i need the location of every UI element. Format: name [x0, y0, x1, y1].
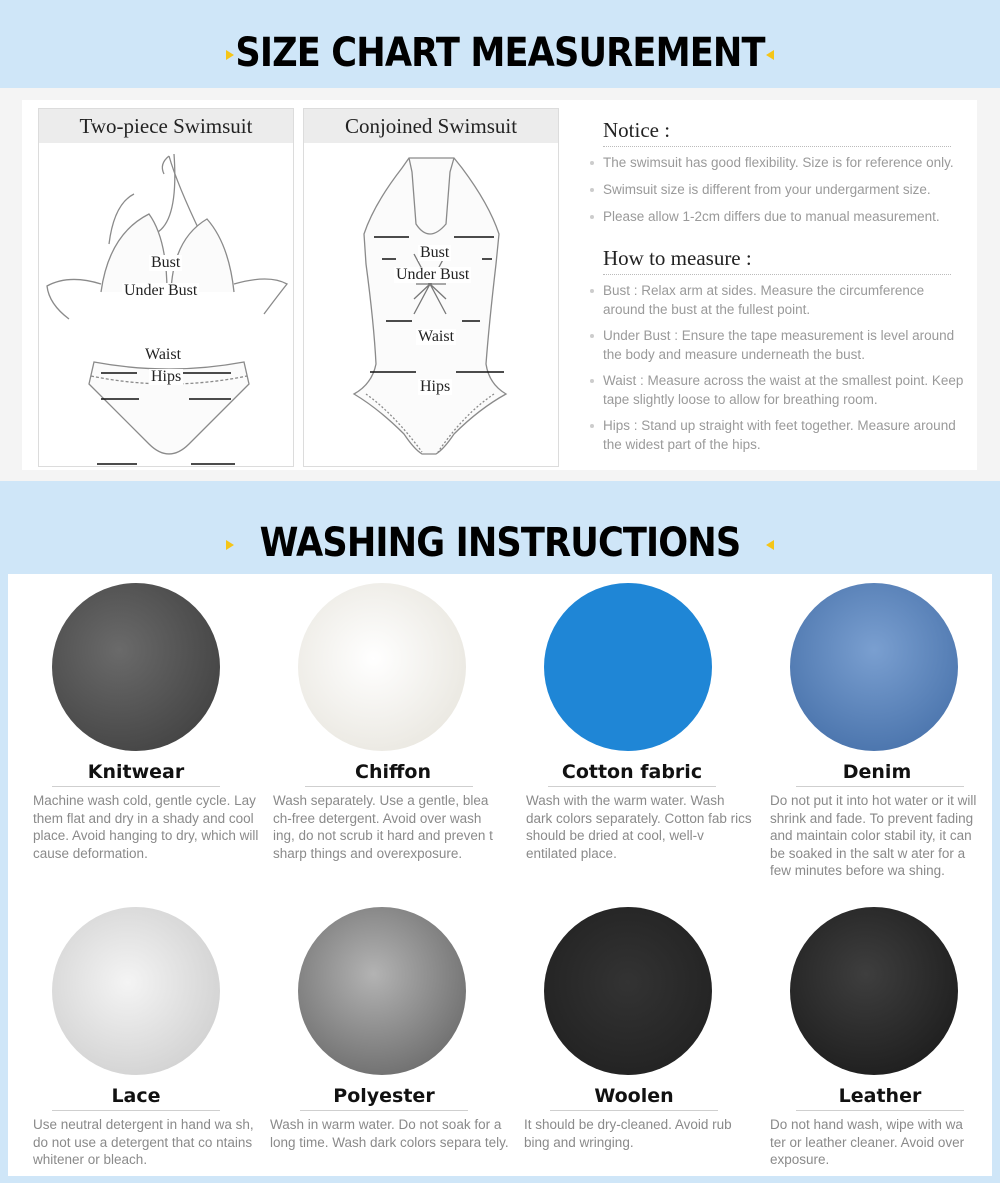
fabric-desc: It should be dry-cleaned. Avoid rub bing and wringing. [524, 1117, 732, 1150]
conjoined-waist-label: Waist [418, 328, 455, 345]
conjoined-bust-label: Bust [420, 244, 450, 261]
notice-item: Please allow 1-2cm differs due to manual measurement. [603, 207, 968, 226]
size-chart-title: SIZE CHART MEASUREMENT [235, 30, 765, 76]
washing-title: WASHING INSTRUCTIONS [259, 520, 741, 566]
divider [300, 1110, 468, 1111]
divider [550, 1110, 718, 1111]
how-to-list [603, 281, 968, 454]
fabric-desc: Wash separately. Use a gentle, blea ch-free detergent. Avoid over wash ing, do not scrub it hard and preven t sharp things and overexposure. [273, 793, 493, 861]
how-to-heading: How to measure : [603, 246, 951, 275]
conjoined-hips-label: Hips [420, 378, 451, 395]
woolen-swatch [544, 907, 712, 1075]
fabric-name: Chiffon [355, 761, 431, 783]
how-to-item: Bust : Relax arm at sides. Measure the circumference around the bust at the fullest point. [603, 281, 968, 319]
fabric-name: Cotton fabric [561, 761, 703, 783]
fabric-name: Lace [111, 1085, 161, 1107]
chiffon-swatch [298, 583, 466, 751]
fabric-name: Leather [838, 1085, 922, 1107]
denim-swatch [790, 583, 958, 751]
conjoined-box [303, 108, 559, 467]
cotton-swatch [544, 583, 712, 751]
divider [796, 786, 964, 787]
divider [305, 786, 473, 787]
divider [52, 1110, 220, 1111]
fabric-desc: Do not hand wash, wipe with wa ter or leather cleaner. Avoid over exposure. [770, 1117, 965, 1167]
size-header [0, 30, 1000, 76]
two-piece-waist-label: Waist [145, 346, 182, 363]
fabric-desc: Wash in warm water. Do not soak for a long time. Wash dark colors separa tely. [270, 1117, 509, 1150]
conjoined-under-bust-label: Under Bust [396, 266, 470, 283]
conjoined-title: Conjoined Swimsuit [304, 109, 558, 143]
two-piece-under-bust-label: Under Bust [124, 282, 198, 299]
two-piece-title: Two-piece Swimsuit [39, 109, 293, 143]
divider [52, 786, 220, 787]
lace-swatch [52, 907, 220, 1075]
fabric-name: Polyester [333, 1085, 435, 1107]
divider [548, 786, 716, 787]
notice-item: Swimsuit size is different from your undergarment size. [603, 180, 968, 199]
notice-item: The swimsuit has good flexibility. Size is for reference only. [603, 153, 968, 172]
notice-list [603, 153, 968, 226]
fabric-desc: Wash with the warm water. Wash dark colors separately. Cotton fab rics should be dried at cool, well-v entilated place. [526, 793, 752, 861]
how-to-item: Hips : Stand up straight with feet together. Measure around the widest part of the hips. [603, 416, 968, 454]
divider [796, 1110, 964, 1111]
fabric-name: Denim [842, 761, 912, 783]
conjoined-diagram [304, 144, 558, 466]
fabric-desc: Do not put it into hot water or it will shrink and fade. To prevent fading and maintain color stabil ity, it can be soaked in the salt w ater for a few minutes before wa shing. [770, 793, 977, 878]
leather-swatch [790, 907, 958, 1075]
two-piece-hips-label: Hips [151, 368, 182, 385]
polyester-swatch [298, 907, 466, 1075]
notice-block [603, 118, 968, 454]
notice-heading: Notice : [603, 118, 951, 147]
two-piece-box [38, 108, 294, 467]
two-piece-diagram [39, 144, 293, 466]
fabric-desc: Use neutral detergent in hand wa sh, do not use a detergent that co ntains whitener or bleach. [33, 1117, 254, 1167]
knitwear-swatch [52, 583, 220, 751]
two-piece-bust-label: Bust [151, 254, 181, 271]
how-to-item: Under Bust : Ensure the tape measurement is level around the body and measure underneath the bust. [603, 326, 968, 364]
how-to-item: Waist : Measure across the waist at the smallest point. Keep tape slightly loose to allow for breathing room. [603, 371, 968, 409]
washing-header [0, 520, 1000, 566]
fabric-name: Woolen [594, 1085, 674, 1107]
fabric-name: Knitwear [87, 761, 185, 783]
fabric-desc: Machine wash cold, gentle cycle. Lay them flat and dry in a shady and cool place. Avoid hanging to dry, which will cause deformation. [33, 793, 259, 861]
